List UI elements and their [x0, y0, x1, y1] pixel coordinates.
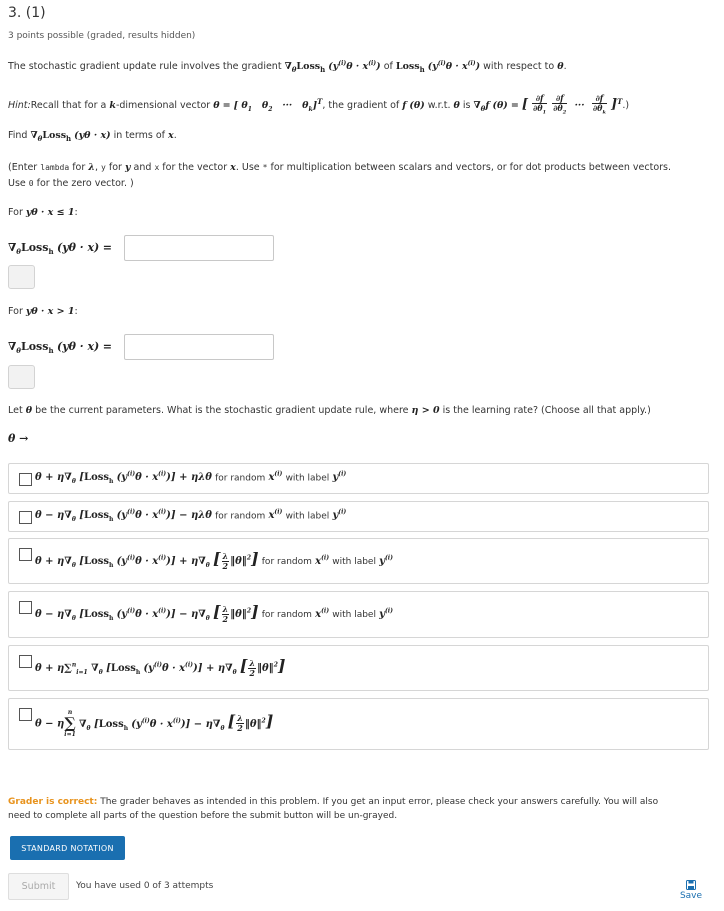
find-text: Find $\nabla_\theta Loss_h$ (yθ · x) in terms of x.	[8, 130, 177, 143]
case1-formula: $\nabla_\theta Loss_h$ (yθ · x) =	[8, 241, 112, 257]
option-6[interactable]	[8, 698, 709, 750]
theta-arrow: θ →	[8, 432, 29, 445]
option-6-checkbox[interactable]	[19, 708, 32, 721]
case1-label: For yθ · x ≤ 1:	[8, 207, 78, 218]
option-5[interactable]	[8, 645, 709, 691]
problem-points: 3 points possible (graded, results hidden)	[8, 31, 196, 41]
grader-message: Grader is correct: The grader behaves as intended in this problem. If you get an input error, please check your answers carefully. You will also need to complete all parts of the question before the submit button will be un-grayed.	[8, 797, 659, 821]
option-3[interactable]	[8, 538, 709, 584]
option-4[interactable]	[8, 591, 709, 638]
submit-button[interactable]: Submit	[8, 873, 69, 900]
hint-text: Hint:Recall that for a k-dimensional vector θ = [ $\theta_1$ $\theta_2$ ··· $\theta_k]^T$, the gradient of f (θ) w.r.t. θ is $\nabla_\theta f$ (θ) = [ $\frac{\partial f}{\partial\theta_1}$ $\frac{\partial f}{\partial\theta_2}$ ··· $\frac{\partial f}{\partial\theta_k}$ ]$^T$.)	[8, 92, 630, 116]
option-2[interactable]	[8, 501, 709, 532]
option-4-checkbox[interactable]	[19, 601, 32, 614]
standard-notation-button[interactable]: STANDARD NOTATION	[10, 836, 125, 860]
option-2-checkbox[interactable]	[19, 511, 32, 524]
instructions-text: (Enter lambda for λ, y for y and x for the vector x. Use * for multiplication between scalars and vectors, or for dot products between vectors. Use 0 for the zero vector. )	[8, 162, 672, 189]
case2-label: For yθ · x > 1:	[8, 306, 78, 317]
case2-answer-input[interactable]	[124, 334, 274, 360]
update-question: Let θ be the current parameters. What is the stochastic gradient update rule, where η > 0 is the learning rate? (Choose all that apply.)	[8, 405, 651, 416]
option-1-checkbox[interactable]	[19, 473, 32, 486]
option-1[interactable]	[8, 463, 709, 494]
problem-title: 3. (1)	[8, 5, 46, 21]
intro-text: The stochastic gradient update rule involves the gradient $\nabla_\theta Loss_h$ $(y^{(i)}\theta \cdot x^{(i)})$ of Loss$_h$ $(y^{(i)}\theta \cdot x^{(i)})$ with respect to θ.	[8, 60, 567, 75]
option-2-label: $\theta - \eta\nabla_\theta$ [Loss$_h$ $(y^{(i)}\theta \cdot x^{(i)})] - \eta\lambda\theta$ for random $x^{(i)}$ with label $y^{(i)}$	[35, 509, 347, 524]
case1-answer-input[interactable]	[124, 235, 274, 261]
option-4-label: $\theta - \eta\nabla_\theta$ [Loss$_h$ $(y^{(i)}\theta \cdot x^{(i)})] - \eta\nabla_\theta$ [ $\frac{\lambda}{2}$ ‖θ‖$^2$] for random $x^{(i)}$ with label $y^{(i)}$	[35, 602, 393, 624]
case2-formula: $\nabla_\theta Loss_h$ (yθ · x) =	[8, 340, 112, 356]
option-3-checkbox[interactable]	[19, 548, 32, 561]
save-button[interactable]	[678, 880, 704, 901]
option-5-label: θ + η∑$^n_{i=1}$ $\nabla_\theta$ [Loss$_h$ $(y^{(i)}\theta \cdot x^{(i)})] + \eta\nabla_\theta$ [ $\frac{\lambda}{2}$ ‖θ‖$^2$]	[35, 656, 286, 678]
option-5-checkbox[interactable]	[19, 655, 32, 668]
option-3-label: $\theta + \eta\nabla_\theta$ [Loss$_h$ $(y^{(i)}\theta \cdot x^{(i)})] + \eta\nabla_\theta$ [ $\frac{\lambda}{2}$ ‖θ‖$^2$] for random $x^{(i)}$ with label $y^{(i)}$	[35, 549, 393, 571]
option-6-label: θ − ηn ∑ i=1 $\nabla_\theta$ [Loss$_h$ $(y^{(i)}\theta \cdot x^{(i)})] - \eta\nabla_\theta$ [ $\frac{\lambda}{2}$ ‖θ‖$^2$]	[35, 709, 274, 738]
save-icon	[678, 880, 704, 890]
attempts-text: You have used 0 of 3 attempts	[76, 881, 214, 891]
case2-preview-box	[8, 365, 35, 389]
case1-preview-box	[8, 265, 35, 289]
save-label: Save	[679, 891, 703, 901]
option-1-label: $\theta + \eta\nabla_\theta$ [Loss$_h$ $(y^{(i)}\theta \cdot x^{(i)})] + \eta\lambda\theta$ for random $x^{(i)}$ with label $y^{(i)}$	[35, 471, 347, 486]
